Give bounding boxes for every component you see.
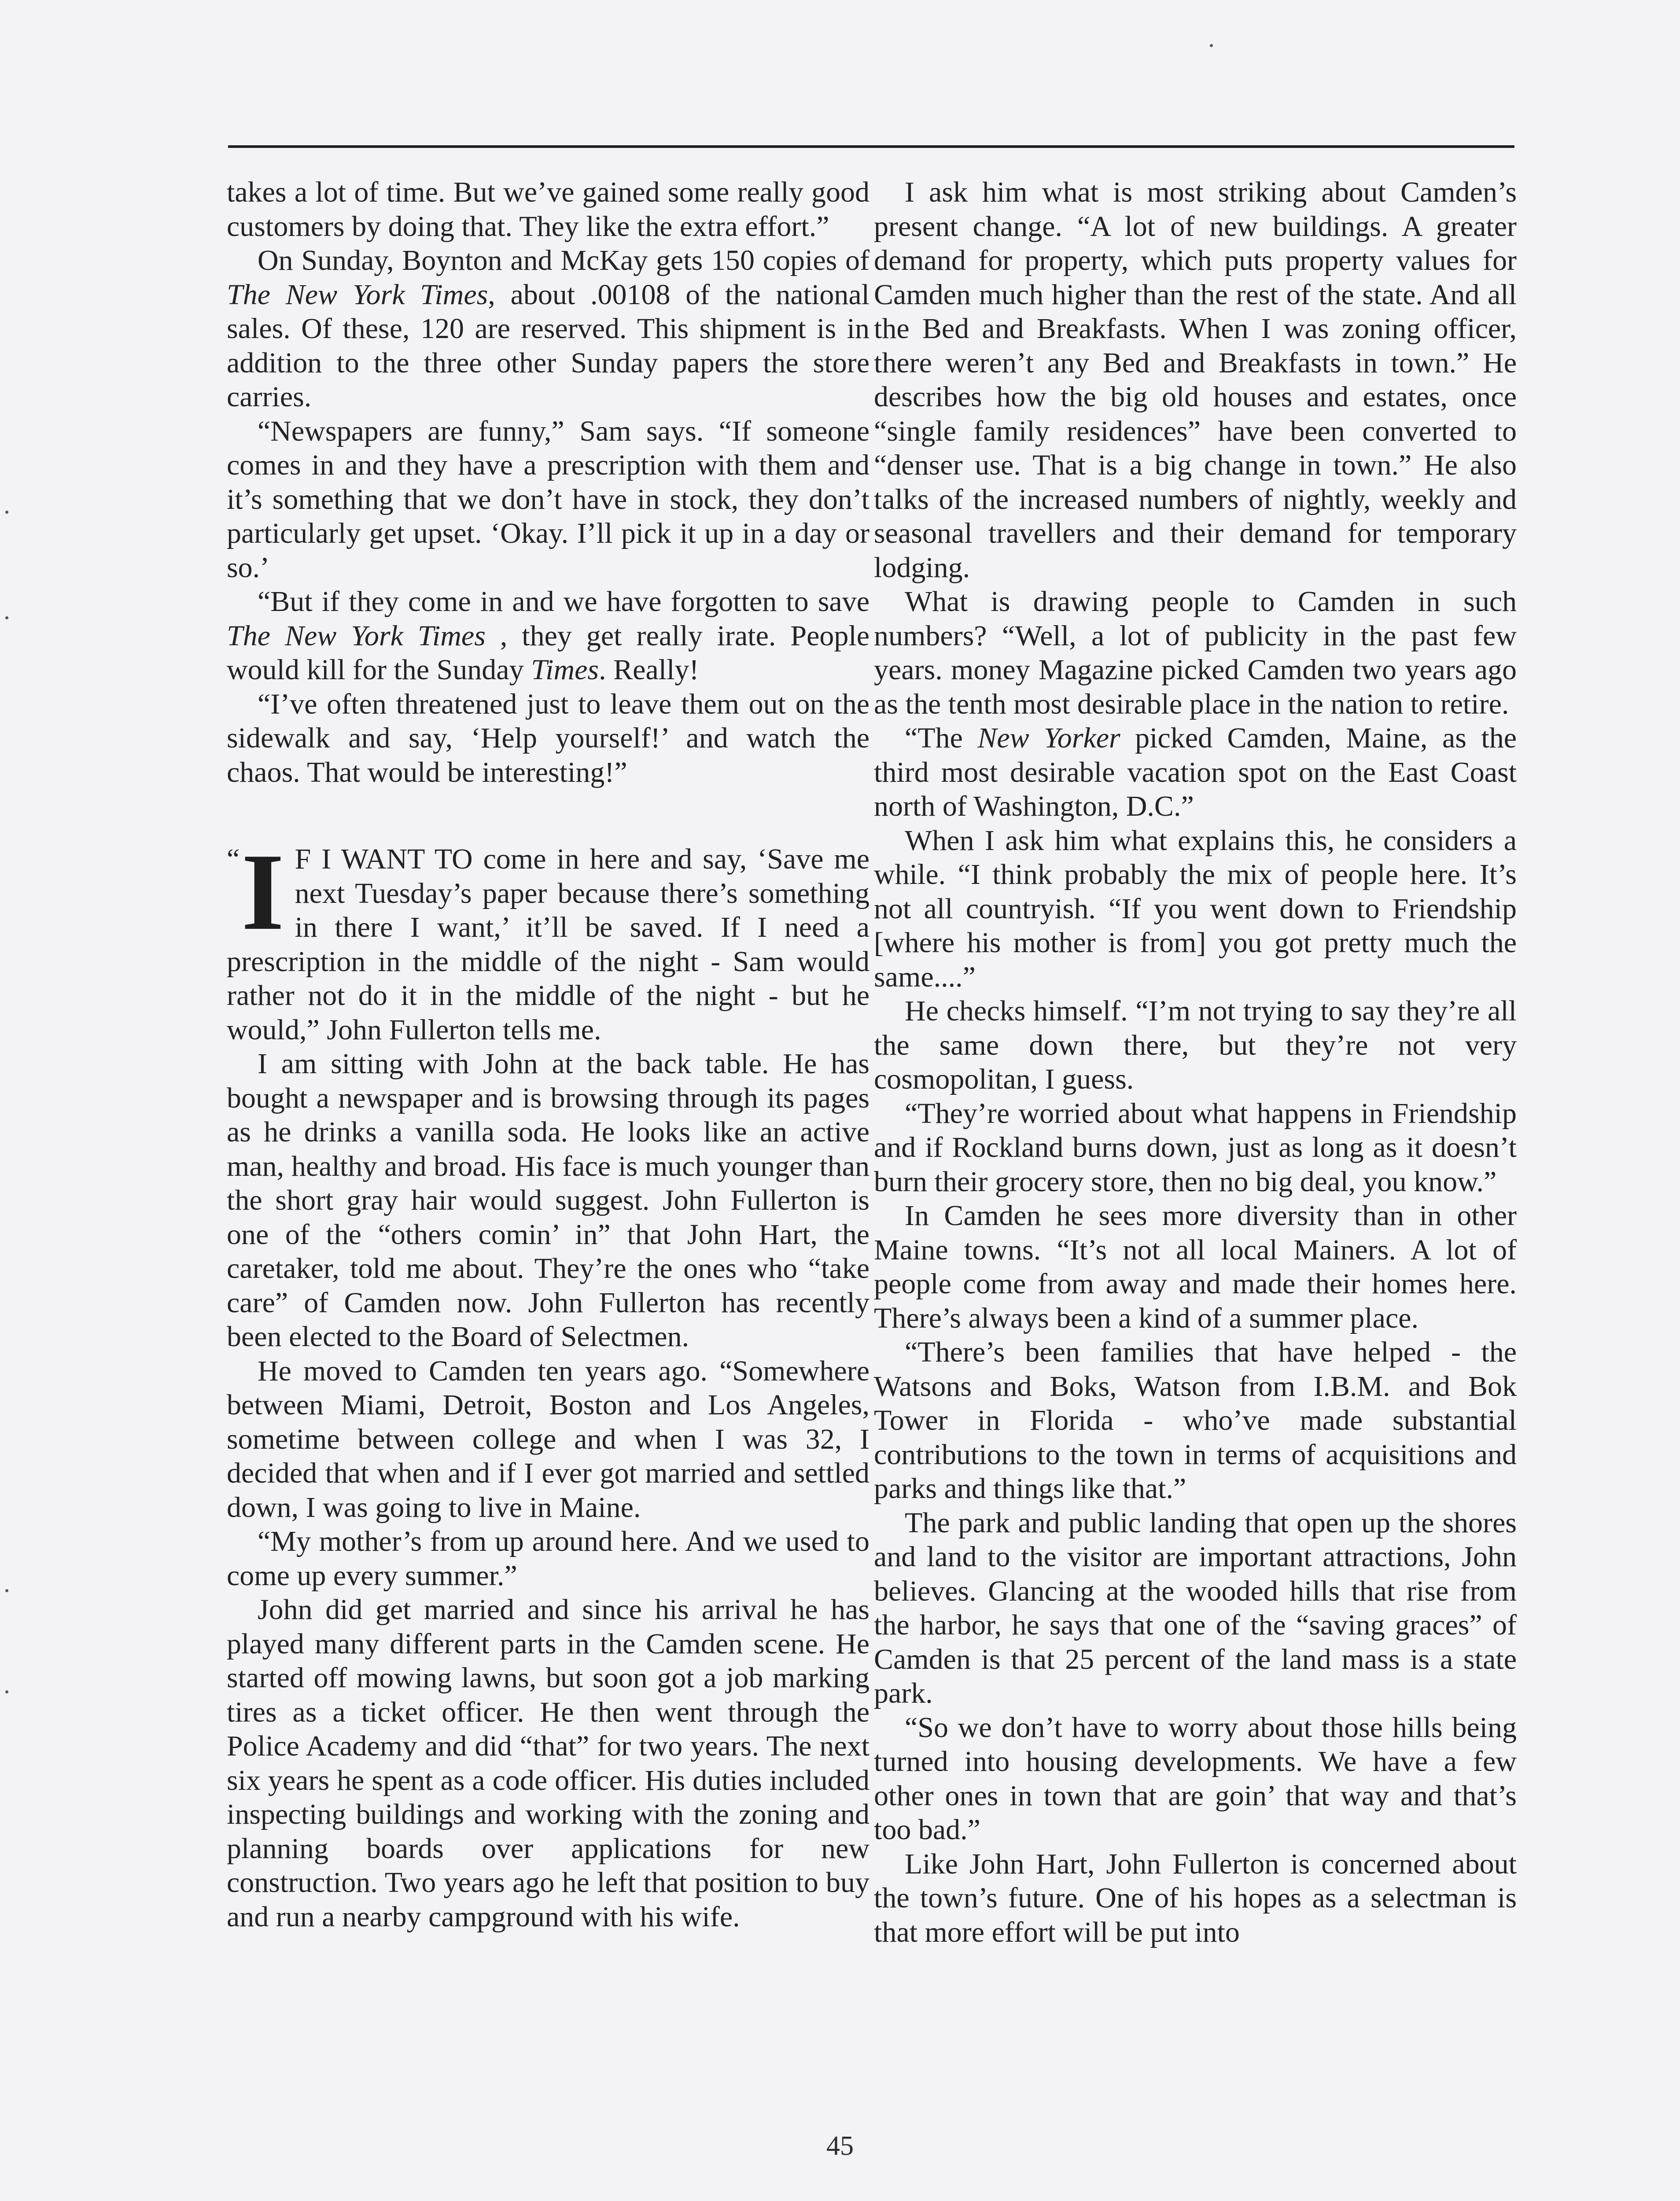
section-opening-paragraph: “ I F I WANT TO come in here and say, ‘Save me next Tuesday’s paper because there’s something in there I want,’ it’ll be saved. If I need a prescription in the middle of the night - Sam would rather not do it in the middle of the night - but he would,” John Fullerton tells me. xyxy=(227,831,869,1046)
publication-title: New Yorker xyxy=(977,722,1120,754)
paragraph: “There’s been families that have helped - the Watsons and Boks, Watson from I.B.M. and Bok Tower in Florida - who’ve made substantial contributions to the town in terms of acquisitions and parks and things like that.” xyxy=(874,1336,1517,1505)
paragraph: What is drawing people to Camden in such numbers? “Well, a lot of publicity in the past few years. money Magazine picked Camden two years ago as the tenth most desirable place in the nation to retire. xyxy=(874,585,1517,720)
paragraph: Like John Hart, John Fullerton is concerned about the town’s future. One of his hopes as a selectman is that more effort will be put into xyxy=(874,1848,1517,1948)
paragraph: He checks himself. “I’m not trying to say they’re all the same down there, but they’re not very cosmopolitan, I guess. xyxy=(874,995,1517,1095)
scan-speck xyxy=(5,616,8,619)
paragraph: He moved to Camden ten years ago. “Somewhere between Miami, Detroit, Boston and Los Angeles, sometime between college and when I was 32, I decided that when and if I ever got married and settled down, I was going to live in Maine. xyxy=(227,1354,869,1524)
paragraph: takes a lot of time. But we’ve gained some really good customers by doing that. They like the extra effort.” xyxy=(227,176,869,243)
scan-speck xyxy=(5,511,8,514)
paragraph: “The New Yorker picked Camden, Maine, as the third most desirable vacation spot on the East Coast north of Washington, D.C.” xyxy=(874,722,1517,822)
paragraph: “So we don’t have to worry about those hills being turned into housing developments. We have a few other ones in town that are goin’ that way and that’s too bad.” xyxy=(874,1711,1517,1846)
paragraph: “Newspapers are funny,” Sam says. “If someone comes in and they have a prescription with them and it’s something that we don’t have in stock, they don’t particularly get upset. ‘Okay. I’ll pick it up in a day or so.’ xyxy=(227,415,869,584)
paragraph: The park and public landing that open up the shores and land to the visitor are important attractions, John believes. Glancing at the wooded hills that rise from the harbor, he says that one of the “saving graces” of Camden is that 25 percent of the land mass is a state park. xyxy=(874,1506,1517,1709)
publication-title: The New York Times xyxy=(227,278,488,311)
paragraph: “But if they come in and we have forgotten to save The New York Times , they get really irate. People would kill for the Sunday Times. Really! xyxy=(227,585,870,686)
left-column xyxy=(227,175,869,1934)
opening-quote-mark: “ xyxy=(227,843,240,875)
paragraph: In Camden he sees more diversity than in other Maine towns. “It’s not all local Mainers. A lot of people come from away and made their homes here. There’s always been a kind of a summer place. xyxy=(874,1200,1517,1334)
paragraph: On Sunday, Boynton and McKay gets 150 copies of The New York Times, about .00108 of the national sales. Of these, 120 are reserved. This shipment is in addition to the three other Sunday papers the store carries. xyxy=(227,244,869,413)
scan-speck xyxy=(5,1690,8,1693)
scan-speck xyxy=(1210,44,1213,47)
publication-title: The New York Times xyxy=(227,619,486,652)
scan-speck xyxy=(5,1589,8,1592)
header-rule xyxy=(228,145,1514,148)
paragraph: John did get married and since his arrival he has played many different parts in the Camden scene. He started off mowing lawns, but soon got a job marking tires as a ticket officer. He then went through the Police Academy and did “that” for two years. The next six years he spent as a code officer. His duties included inspecting buildings and working with the zoning and planning boards over applications for new construction. Two years ago he left that position to buy and run a nearby campground with his wife. xyxy=(227,1594,869,1933)
paragraph: I ask him what is most striking about Camden’s present change. “A lot of new buildings. A greater demand for property, which puts property values for Camden much higher than the rest of the state. And all the Bed and Breakfasts. When I was zoning officer, there weren’t any Bed and Breakfasts in town.” He describes how the big old houses and estates, once “single family residences” have been converted to “denser use. That is a big change in town.” He also talks of the increased numbers of nightly, weekly and seasonal travellers and their demand for temporary lodging. xyxy=(874,176,1517,584)
drop-cap: I xyxy=(241,831,284,953)
paragraph: I am sitting with John at the back table. He has bought a newspaper and is browsing through its pages as he drinks a vanilla soda. He looks like an active man, healthy and broad. His face is much younger than the short gray hair would suggest. John Fullerton is one of the “others comin’ in” that John Hart, the caretaker, told me about. They’re the ones who “take care” of Camden now. John Fullerton has recently been elected to the Board of Selectmen. xyxy=(227,1048,869,1353)
paragraph: “My mother’s from up around here. And we used to come up every summer.” xyxy=(227,1525,869,1592)
right-column xyxy=(874,175,1517,1949)
paragraph: “They’re worried about what happens in Friendship and if Rockland burns down, just as long as it doesn’t burn their grocery store, then no big deal, you know.” xyxy=(874,1097,1517,1198)
paragraph: “I’ve often threatened just to leave them out on the sidewalk and say, ‘Help yourself!’ and watch the chaos. That would be interesting!” xyxy=(227,688,869,788)
page-number: 45 xyxy=(826,2131,854,2161)
paragraph: When I ask him what explains this, he considers a while. “I think probably the mix of people here. It’s not all countryish. “If you went down to Friendship [where his mother is from] you got pretty much the same....” xyxy=(874,824,1517,993)
